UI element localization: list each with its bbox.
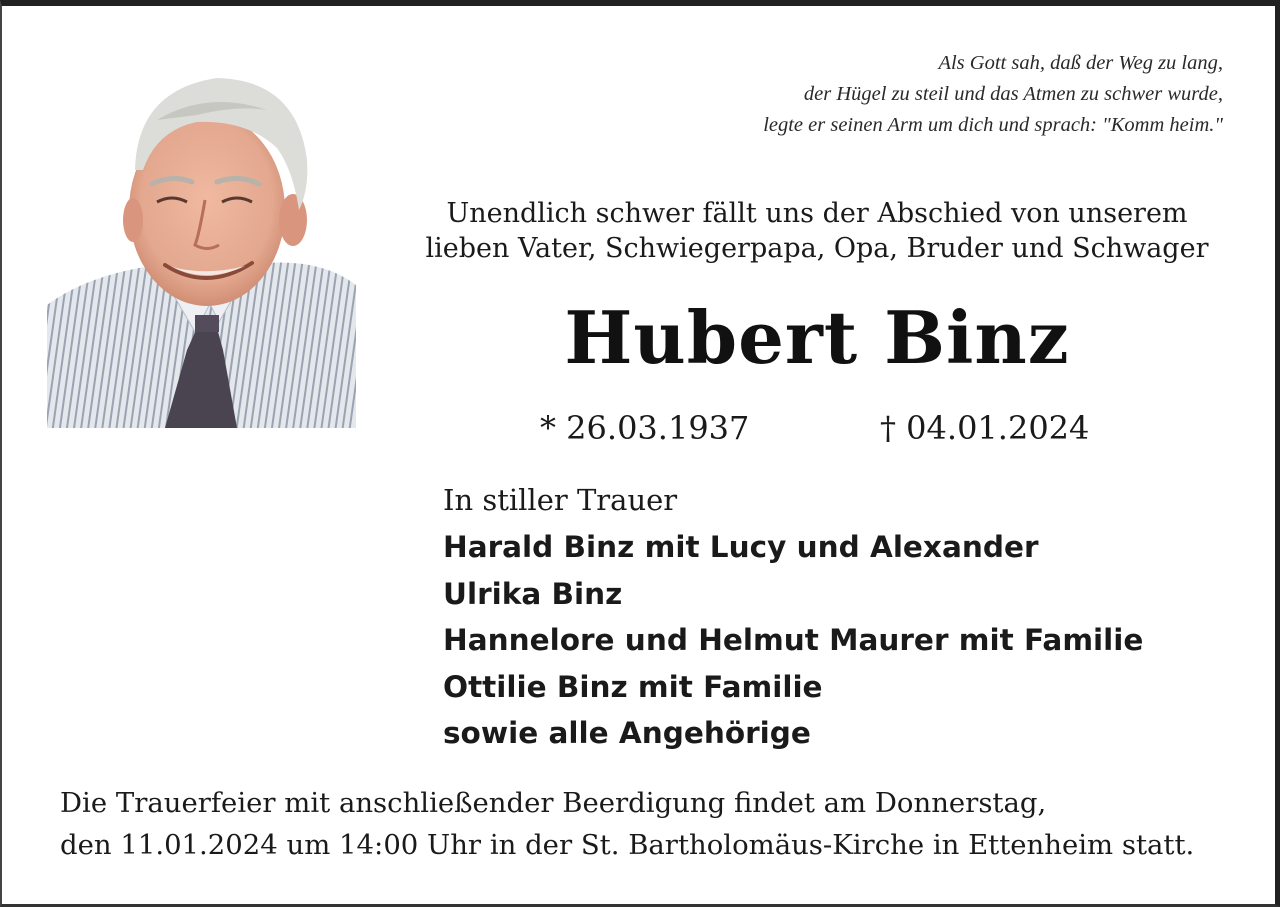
deceased-name: Hubert Binz [564,295,1070,380]
poem [763,48,1223,141]
funeral-info [60,782,1194,866]
mourner-name: sowie alle Angehörige [443,716,811,750]
mourner-name: Hannelore und Helmut Maurer mit Familie [443,623,1144,657]
portrait-illustration [47,60,356,428]
funeral-line: Die Trauerfeier mit anschließender Beerdigung findet am Donnerstag, [60,787,1047,819]
poem-line: legte er seinen Arm um dich und sprach: "Komm heim." [763,114,1223,136]
poem-line: Als Gott sah, daß der Weg zu lang, [938,52,1223,74]
mourner-name: Ulrika Binz [443,576,623,611]
intro-line: lieben Vater, Schwiegerpapa, Opa, Bruder und Schwager [425,233,1209,264]
birth-date: * 26.03.1937 [540,409,750,447]
portrait-photo [47,60,356,428]
mourners-list [443,524,1143,757]
death-date: † 04.01.2024 [880,409,1090,447]
poem-line: der Hügel zu steil und das Atmen zu schwer wurde, [803,83,1223,105]
mourning-intro: In stiller Trauer [443,483,678,517]
funeral-line: den 11.01.2024 um 14:00 Uhr in der St. Bartholomäus-Kirche in Ettenheim statt. [60,829,1195,861]
mourner-name: Harald Binz mit Lucy und Alexander [443,530,1039,564]
intro-text [402,196,1232,266]
mourner-name: Ottilie Binz mit Familie [443,669,823,704]
intro-line: Unendlich schwer fällt uns der Abschied von unserem [446,198,1188,229]
